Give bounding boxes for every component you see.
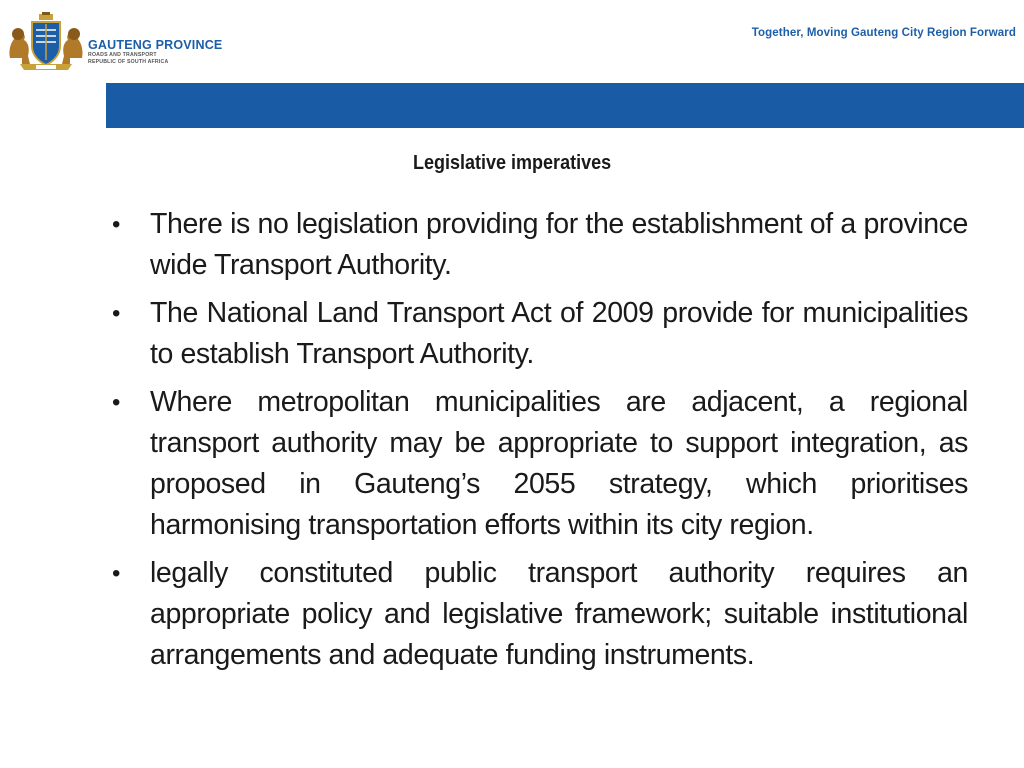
slide-header	[0, 0, 1024, 82]
brand-block	[88, 38, 222, 66]
brand-subtitle-2: REPUBLIC OF SOUTH AFRICA	[88, 59, 169, 65]
bullet-item: • The National Land Transport Act of 2009 provide for municipalities to establish Transport Authority.	[110, 293, 968, 375]
bullet-item: • Where metropolitan municipalities are adjacent, a regional transport authority may be appropriate to support integration, as proposed in Gauteng’s 2055 strategy, which prioritises harmonising transportation efforts within its city region.	[110, 382, 968, 546]
slide-title	[0, 152, 1024, 175]
bullet-list	[110, 204, 968, 683]
bullet-item: • legally constituted public transport authority requires an appropriate policy and legislative framework; suitable institutional arrangements and adequate funding instruments.	[110, 553, 968, 676]
brand-name: GAUTENG PROVINCE	[88, 38, 223, 52]
header-bar	[106, 83, 1024, 128]
tagline: Together, Moving Gauteng City Region Forward	[751, 27, 1016, 39]
coat-of-arms-icon	[6, 12, 86, 72]
slide-title-text: Legislative imperatives	[412, 152, 612, 174]
brand-subtitle-1: ROADS AND TRANSPORT	[88, 52, 157, 58]
bullet-item: • There is no legislation providing for the establishment of a province wide Transport Authority.	[110, 204, 968, 286]
